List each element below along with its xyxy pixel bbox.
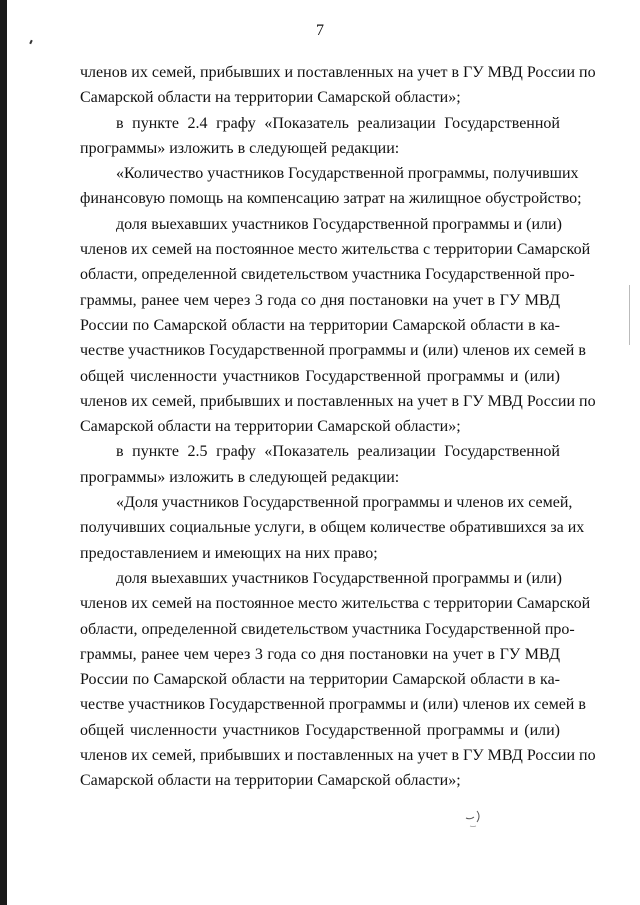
text-line: честве участников Государственной программы и (или) членов их семей в [80, 696, 586, 714]
text-line: членов их семей, прибывших и поставленных на учет в ГУ МВД России по [80, 747, 596, 765]
scan-speck [29, 40, 33, 44]
text-line: получивших социальные услуги, в общем количестве обратившихся за их [80, 519, 585, 537]
text-line: Самарской области на территории Самарской области»; [80, 418, 461, 436]
text-line: в пункте 2.5 графу «Показатель реализации Государственной [116, 443, 560, 461]
text-line: программы» изложить в следующей редакции: [80, 139, 400, 157]
handwritten-mark [462, 808, 486, 830]
paragraph [80, 490, 585, 566]
scan-left-edge [0, 0, 7, 905]
text-line: «Доля участников Государственной программы и членов их семей, [116, 494, 573, 512]
text-line: России по Самарской области на территории Самарской области в ка- [80, 671, 560, 689]
paragraph [80, 566, 596, 794]
text-line: Самарской области на территории Самарской области»; [80, 772, 461, 790]
text-line: членов их семей, прибывших и поставленных на учет в ГУ МВД России по [80, 64, 596, 81]
text-line: общей численности участников Государственной программы и (или) [80, 721, 560, 739]
text-line: честве участников Государственной программы и (или) членов их семей в [80, 342, 586, 360]
text-line: области, определенной свидетельством участника Государственной про- [80, 266, 575, 284]
paragraph [80, 439, 560, 490]
paragraph [80, 111, 560, 162]
text-line: членов их семей на постоянное место жительства с территории Самарской [80, 595, 591, 613]
paragraph [80, 212, 596, 440]
text-line: граммы, ранее чем через 3 года со дня постановки на учет в ГУ МВД [80, 645, 560, 663]
scan-right-mark [629, 285, 630, 345]
text-line: граммы, ранее чем через 3 года со дня постановки на учет в ГУ МВД [80, 291, 560, 309]
text-line: России по Самарской области на территории Самарской области в ка- [80, 316, 560, 334]
paragraph [80, 60, 596, 111]
text-line: Самарской области на территории Самарской области»; [80, 89, 461, 107]
text-line: области, определенной свидетельством участника Государственной про- [80, 620, 575, 638]
text-line: доля выехавших участников Государственной программы и (или) [116, 569, 562, 587]
paragraph [80, 161, 582, 212]
text-line: в пункте 2.4 графу «Показатель реализации Государственной [116, 114, 560, 132]
text-line: доля выехавших участников Государственной программы и (или) [116, 215, 562, 233]
text-line: «Количество участников Государственной программы, получивших [116, 165, 579, 183]
text-line: членов их семей, прибывших и поставленных на учет в ГУ МВД России по [80, 392, 596, 410]
text-line: финансовую помощь на компенсацию затрат на жилищное обустройство; [80, 190, 582, 208]
text-line: членов их семей на постоянное место жительства с территории Самарской [80, 241, 591, 259]
text-line: программы» изложить в следующей редакции: [80, 468, 400, 486]
text-line: предоставлением и имеющих на них право; [80, 544, 378, 562]
text-line: общей численности участников Государственной программы и (или) [80, 367, 560, 385]
page-number: 7 [316, 22, 324, 39]
document-body [80, 60, 596, 794]
